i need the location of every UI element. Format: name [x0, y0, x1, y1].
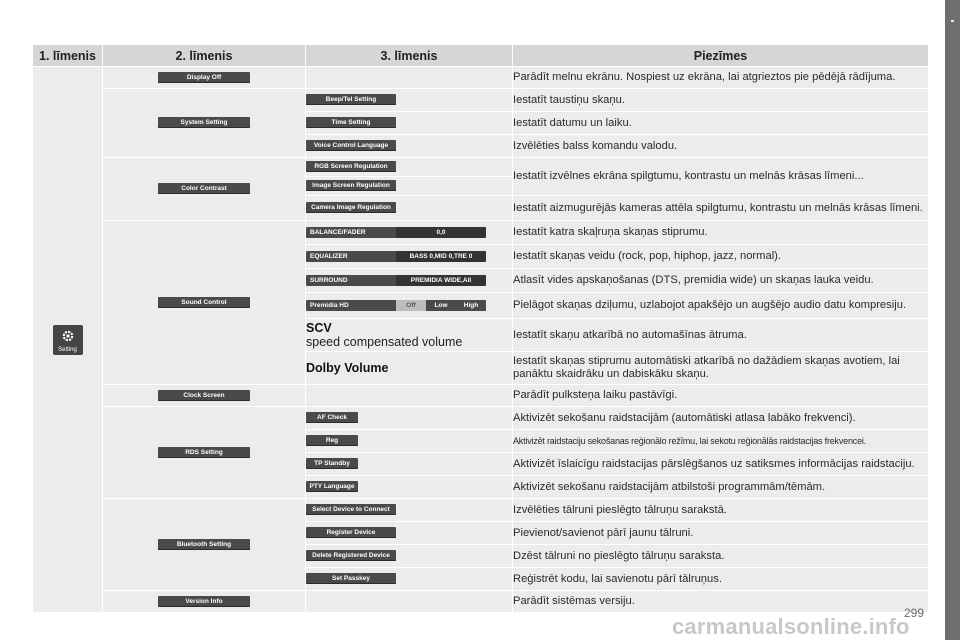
sound-control-button: Sound Control	[158, 297, 250, 308]
scv-title: SCV	[306, 321, 332, 335]
bluetooth-setting-cell	[103, 499, 306, 591]
rgb-cell	[306, 158, 513, 177]
watermark: carmanualsonline.info	[672, 614, 910, 639]
premidia-note: Pielāgot skaņas dziļumu, uzlabojot apakšējo un augšējo audio datu kompresiju.	[513, 293, 929, 319]
premidia-hd-button	[306, 300, 486, 311]
balance-fader-label: BALANCE/FADER	[310, 228, 366, 236]
pty-language-button: PTY Language	[306, 481, 358, 492]
gear-icon	[61, 329, 75, 343]
reg-cell	[306, 430, 513, 453]
af-note: Aktivizēt sekošanu raidstacijām (automātiski atlasa labāko frekvenci).	[513, 407, 929, 430]
select-device-cell	[306, 499, 513, 522]
table-header-row	[33, 45, 929, 67]
passkey-cell	[306, 568, 513, 591]
color-contrast-button: Color Contrast	[158, 183, 250, 194]
sound-control-cell	[103, 221, 306, 385]
image-cell	[306, 177, 513, 196]
system-setting-cell	[103, 89, 306, 158]
delete-device-cell	[306, 545, 513, 568]
tp-note: Aktivizēt īslaicīgu raidstacijas pārslēgšanos uz satiksmes informācijas raidstaciju.	[513, 453, 929, 476]
table-row	[33, 407, 929, 430]
settings-menu-table	[32, 44, 929, 613]
chapter-tab	[945, 0, 960, 640]
version-info-note: Parādīt sistēmas versiju.	[513, 591, 929, 613]
table-row	[33, 499, 929, 522]
clock-screen-cell	[103, 385, 306, 407]
voice-note: Izvēlēties balss komandu valodu.	[513, 135, 929, 158]
camera-cell	[306, 196, 513, 221]
display-off-note: Parādīt melnu ekrānu. Nospiest uz ekrāna, lai atgrieztos pie pēdējā rādījuma.	[513, 67, 929, 89]
delete-device-note: Dzēst tālruni no pieslēgto tālruņu saraksta.	[513, 545, 929, 568]
register-device-note: Pievienot/savienot pārī jaunu tālruni.	[513, 522, 929, 545]
beep-tel-setting-button: Beep/Tel Setting	[306, 94, 396, 105]
equalizer-cell	[306, 245, 513, 269]
time-note: Iestatīt datumu un laiku.	[513, 112, 929, 135]
color-contrast-cell	[103, 158, 306, 221]
time-cell	[306, 112, 513, 135]
voice-control-language-button: Voice Control Language	[306, 140, 396, 151]
surround-note: Atlasīt vides apskaņošanas (DTS, premidia wide) un skaņas lauka veidu.	[513, 269, 929, 293]
table-row	[33, 158, 929, 177]
balance-fader-button	[306, 227, 486, 238]
premidia-cell	[306, 293, 513, 319]
header-level-3: 3. līmenis	[306, 45, 513, 67]
beep-cell	[306, 89, 513, 112]
pty-cell	[306, 476, 513, 499]
beep-note: Iestatīt taustiņu skaņu.	[513, 89, 929, 112]
af-cell	[306, 407, 513, 430]
rds-setting-cell	[103, 407, 306, 499]
register-device-button: Register Device	[306, 527, 396, 538]
balance-fader-value: 0,0	[396, 227, 486, 238]
empty-cell	[306, 385, 513, 407]
rgb-screen-regulation-button: RGB Screen Regulation	[306, 161, 396, 172]
table-row	[33, 221, 929, 245]
surround-label: SURROUND	[310, 276, 348, 284]
table-row	[33, 89, 929, 112]
camera-image-regulation-button: Camera Image Regulation	[306, 202, 396, 213]
balance-note: Iestatīt katra skaļruņa skaņas stiprumu.	[513, 221, 929, 245]
setting-label: Setting	[58, 346, 77, 353]
camera-note: Iestatīt aizmugurējās kameras attēla spilgtumu, kontrastu un melnās krāsas līmeni.	[513, 196, 929, 221]
table-row	[33, 591, 929, 613]
display-off-button: Display Off	[158, 72, 250, 83]
version-info-button: Version Info	[158, 596, 250, 607]
equalizer-value: BASS 0,MID 0,TRE 0	[396, 251, 486, 262]
empty-cell	[306, 591, 513, 613]
surround-button	[306, 275, 486, 286]
premidia-hd-label: Premidia HD	[310, 301, 349, 309]
setting-button	[53, 325, 83, 355]
system-setting-button: System Setting	[158, 117, 250, 128]
header-notes: Piezīmes	[513, 45, 929, 67]
tp-standby-button: TP Standby	[306, 458, 358, 469]
passkey-note: Reģistrēt kodu, lai savienotu pārī tālruņus.	[513, 568, 929, 591]
version-info-cell	[103, 591, 306, 613]
select-device-note: Izvēlēties tālruni pieslēgto tālruņu sarakstā.	[513, 499, 929, 522]
page-number: 299	[904, 606, 925, 620]
clock-screen-button: Clock Screen	[158, 390, 250, 401]
pty-note: Aktivizēt sekošanu raidstacijām atbilstoši programmām/tēmām.	[513, 476, 929, 499]
surround-cell	[306, 269, 513, 293]
delete-device-button: Delete Registered Device	[306, 550, 396, 561]
reg-note: Aktivizēt raidstaciju sekošanas reģionālo režīmu, lai sekotu reģionālās raidstacijas frekvencei.	[513, 430, 929, 453]
premidia-low-option: Low	[434, 301, 448, 309]
balance-cell	[306, 221, 513, 245]
empty-cell	[306, 67, 513, 89]
rgb-image-note: Iestatīt izvēlnes ekrāna spilgtumu, kontrastu un melnās krāsas līmeni...	[513, 158, 929, 196]
scv-note: Iestatīt skaņu atkarībā no automašīnas ātruma.	[513, 319, 929, 352]
chapter-tab-notch	[951, 20, 954, 22]
equalizer-label: EQUALIZER	[310, 252, 348, 260]
premidia-high-option: High	[463, 301, 479, 309]
set-passkey-button: Set Passkey	[306, 573, 396, 584]
dolby-cell	[306, 352, 513, 385]
select-device-button: Select Device to Connect	[306, 504, 396, 515]
header-level-1: 1. līmenis	[33, 45, 103, 67]
scv-subtitle: speed compensated volume	[306, 335, 463, 349]
rds-setting-button: RDS Setting	[158, 447, 250, 458]
register-device-cell	[306, 522, 513, 545]
voice-cell	[306, 135, 513, 158]
equalizer-note: Iestatīt skaņas veidu (rock, pop, hiphop, jazz, normal).	[513, 245, 929, 269]
time-setting-button: Time Setting	[306, 117, 396, 128]
surround-value: PREMIDIA WIDE,All	[396, 275, 486, 286]
image-screen-regulation-button: Image Screen Regulation	[306, 180, 396, 191]
reg-button: Reg	[306, 435, 358, 446]
dolby-note: Iestatīt skaņas stiprumu automātiski atkarībā no dažādiem skaņas avotiem, lai panāktu skaidrāku un dabiskāku skaņu.	[513, 352, 929, 385]
level1-cell	[33, 67, 103, 613]
bluetooth-setting-button: Bluetooth Setting	[158, 539, 250, 550]
equalizer-button	[306, 251, 486, 262]
premidia-off-option: Off	[396, 300, 426, 311]
tp-cell	[306, 453, 513, 476]
scv-cell	[306, 319, 513, 352]
clock-screen-note: Parādīt pulksteņa laiku pastāvīgi.	[513, 385, 929, 407]
table-row	[33, 385, 929, 407]
display-off-cell	[103, 67, 306, 89]
header-level-2: 2. līmenis	[103, 45, 306, 67]
table-row	[33, 67, 929, 89]
af-check-button: AF Check	[306, 412, 358, 423]
dolby-volume-title: Dolby Volume	[306, 361, 389, 375]
